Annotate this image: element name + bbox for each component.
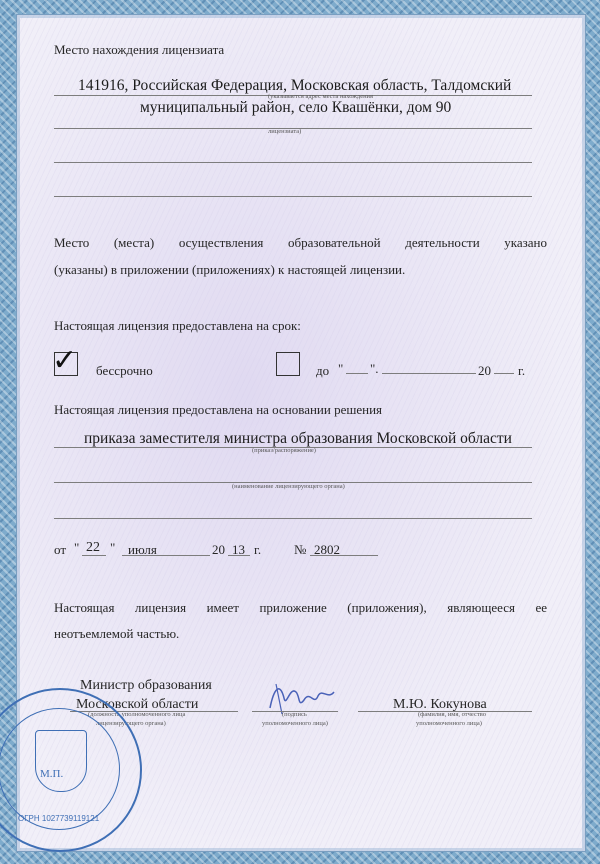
until-checkbox[interactable] <box>276 352 300 376</box>
until-month-line <box>382 373 476 374</box>
appendix-line2: неотъемлемой частью. <box>54 626 180 641</box>
basis-hint1: (приказ/распоряжение) <box>252 447 316 454</box>
seal-ogrn: ОГРН 1027739119121 <box>18 814 100 823</box>
coat-of-arms-icon <box>35 730 87 792</box>
until-quote-close: ". <box>370 361 379 376</box>
term-label: Настоящая лицензия предоставлена на срок: <box>54 318 301 333</box>
appendix-line1: Настоящая лицензия имеет приложение (приложения), являющееся ее <box>54 600 547 615</box>
signer-name-hint2: уполномоченного лица) <box>416 720 482 727</box>
signer-position2: Московской области <box>76 697 199 712</box>
check-mark-icon: ✓ <box>52 344 78 377</box>
seal-mark: М.П. <box>40 768 64 780</box>
address-hint1: (указывается адрес места нахождения <box>268 93 374 100</box>
activity-place-line2: (указаны) в приложении (приложениях) к настоящей лицензии. <box>54 262 406 277</box>
basis-value: приказа заместителя министра образования Московской области <box>84 430 512 447</box>
address-underline3 <box>54 162 532 163</box>
until-quote-open: " <box>338 361 344 376</box>
decision-number: 2802 <box>314 542 340 557</box>
decision-quote-close: " <box>110 540 116 555</box>
until-year-suffix: г. <box>518 363 526 378</box>
basis-hint2: (наименование лицензирующего органа) <box>232 483 345 490</box>
decision-month: июля <box>128 542 157 557</box>
indefinite-label: бессрочно <box>96 363 153 378</box>
signature-hint2: уполномоченного лица) <box>262 720 328 727</box>
signer-position-hint2: лицензирующего органа) <box>96 720 166 727</box>
decision-year: 13 <box>232 542 245 557</box>
address-hint2: лицензиата) <box>268 128 302 135</box>
until-year-prefix: 20 <box>478 363 491 378</box>
decision-day-line <box>82 555 106 556</box>
basis-label: Настоящая лицензия предоставлена на основании решения <box>54 402 383 417</box>
signer-name: М.Ю. Кокунова <box>393 697 487 712</box>
decision-from: от <box>54 542 67 557</box>
signer-name-hint1: (фамилия, имя, отчество <box>418 711 486 718</box>
until-year-line <box>494 373 514 374</box>
decision-day: 22 <box>86 540 100 555</box>
basis-underline3 <box>54 518 532 519</box>
signer-position-hint1: (должность уполномоченного лица <box>88 711 186 718</box>
decision-year-prefix: 20 <box>212 542 225 557</box>
decision-number-label: № <box>294 542 307 557</box>
until-day-line <box>346 373 368 374</box>
address-line1: 141916, Российская Федерация, Московская область, Талдомский <box>78 77 512 94</box>
decision-month-line <box>122 555 210 556</box>
signer-position1: Министр образования <box>80 678 212 693</box>
decision-year-suffix: г. <box>254 542 262 557</box>
address-label: Место нахождения лицензиата <box>54 42 225 57</box>
decision-number-line <box>310 555 378 556</box>
address-line2: муниципальный район, село Квашёнки, дом 90 <box>140 99 452 116</box>
activity-place-line1: Место (места) осуществления образовательной деятельности указано <box>54 235 547 250</box>
address-underline4 <box>54 196 532 197</box>
signature-hint1: (подпись <box>282 711 307 718</box>
decision-quote-open: " <box>74 540 80 555</box>
decision-year-line <box>228 555 250 556</box>
until-prefix: до <box>316 363 330 378</box>
